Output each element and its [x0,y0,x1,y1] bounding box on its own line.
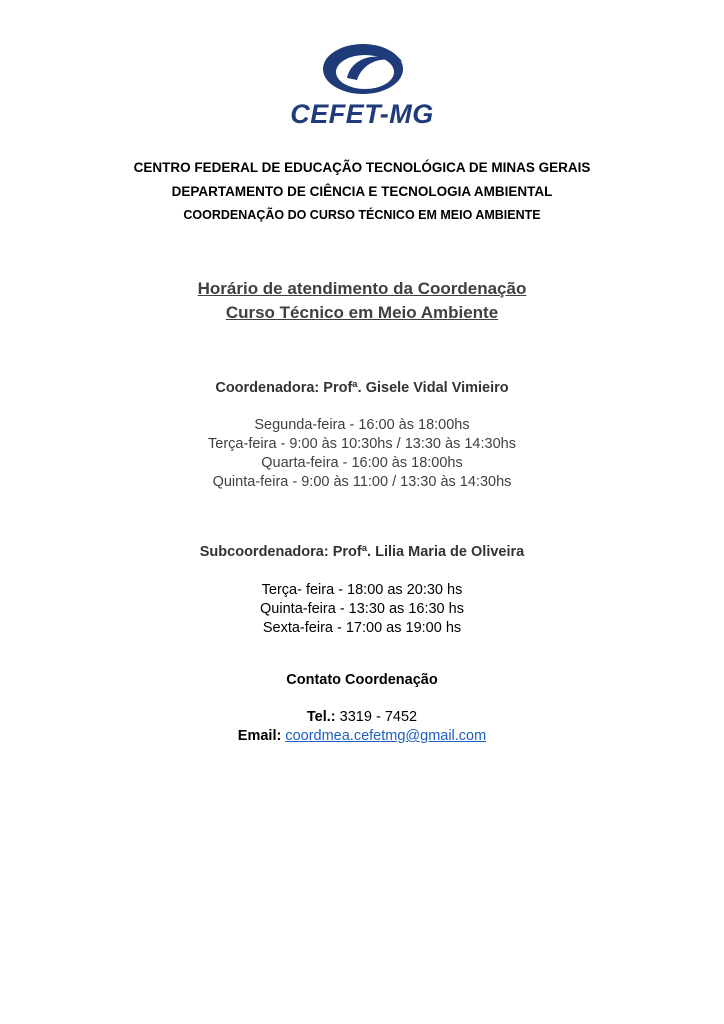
phone-label: Tel.: [306,709,336,725]
contact-email [0,728,724,744]
subcoordinator-heading: Subcoordenadora: Profª. Lilia Maria de Oliveira [199,544,525,560]
coordination-name: COORDENAÇÃO DO CURSO TÉCNICO EM MEIO AMBIENTE [183,208,541,222]
coordinator-schedule-line: Quinta-feira - 9:00 às 11:00 / 13:30 às 14:30hs [212,474,512,490]
phone-value: 3319 - 7452 [339,709,418,725]
coordinator-schedule-line: Terça-feira - 9:00 às 10:30hs / 13:30 às 14:30hs [208,436,516,452]
logo-wordmark: CEFET-MG [290,99,434,129]
contact-heading: Contato Coordenação [286,672,438,688]
institution-name: CENTRO FEDERAL DE EDUCAÇÃO TECNOLÓGICA DE MINAS GERAIS [133,160,591,175]
subcoordinator-schedule-line: Quinta-feira - 13:30 as 16:30 hs [260,601,464,617]
document-subtitle: Curso Técnico em Meio Ambiente [225,303,499,322]
document-title: Horário de atendimento da Coordenação [197,279,527,298]
subcoordinator-schedule-line: Terça- feira - 18:00 as 20:30 hs [261,582,463,598]
email-link[interactable]: coordmea.cefetmg@gmail.com [285,728,487,744]
cefet-mg-logo [0,40,724,128]
contact-phone [0,709,724,725]
coordinator-heading: Coordenadora: Profª. Gisele Vidal Vimieiro [215,380,509,396]
department-name: DEPARTAMENTO DE CIÊNCIA E TECNOLOGIA AMBIENTAL [171,184,553,199]
subcoordinator-schedule-line: Sexta-feira - 17:00 as 19:00 hs [262,620,462,636]
coordinator-schedule-line: Quarta-feira - 16:00 às 18:00hs [261,455,463,471]
cefet-logo-icon [317,40,407,98]
coordinator-schedule-line: Segunda-feira - 16:00 às 18:00hs [254,417,470,433]
email-label: Email: [237,728,282,744]
